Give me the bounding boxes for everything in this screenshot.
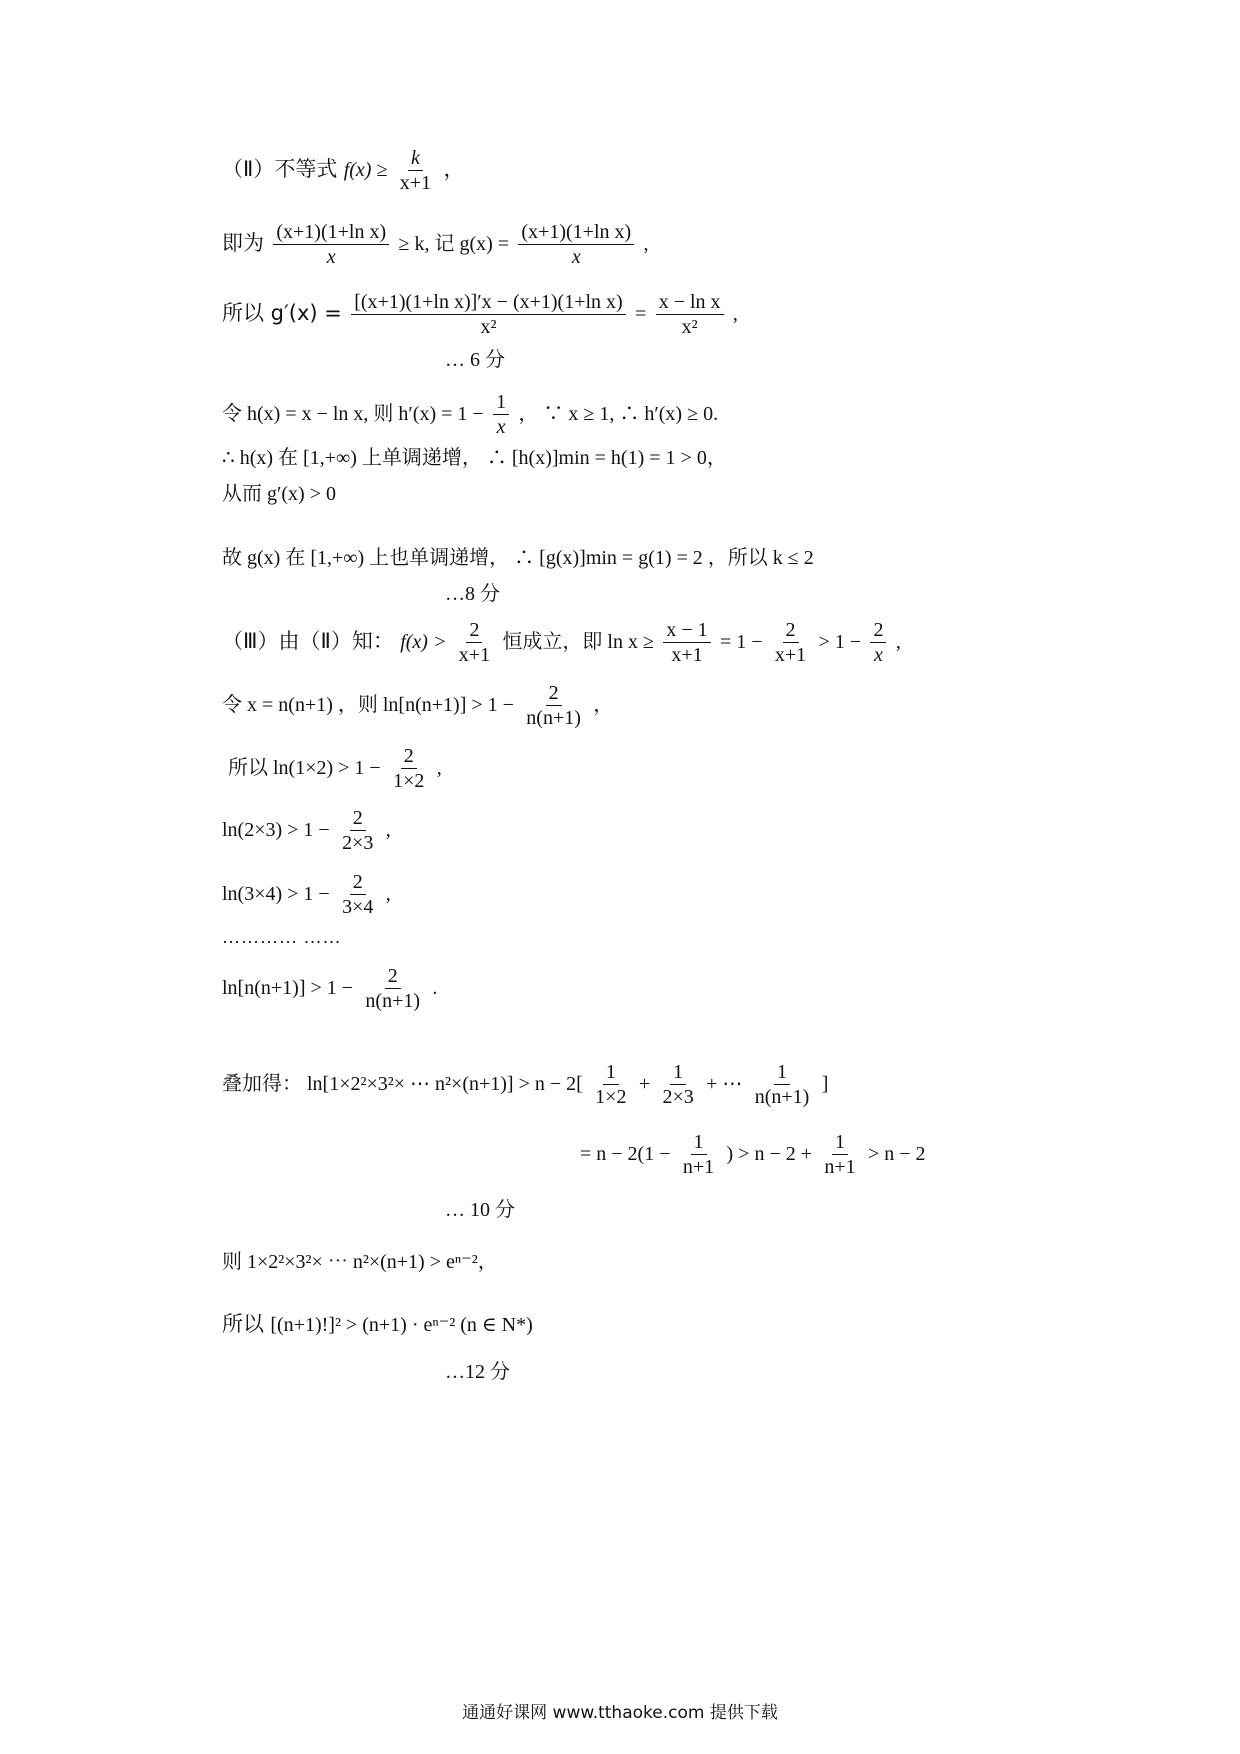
sum2-text-a: = n − 2(1 − xyxy=(580,1143,671,1165)
part-iii-line-3 xyxy=(228,746,442,791)
frac-num: 1 xyxy=(774,1062,790,1085)
final-prefix: 所以 xyxy=(222,1312,264,1336)
frac-den: n+1 xyxy=(824,1156,856,1178)
frac-den: x+1 xyxy=(774,644,807,666)
part-iii-line-5 xyxy=(222,872,391,917)
frac-den: x+1 xyxy=(458,644,491,666)
frac-num: x − 1 xyxy=(663,620,710,643)
part-ii-title: （Ⅱ）不等式 xyxy=(222,157,338,181)
part-iii-line-4 xyxy=(222,808,391,853)
tail: ， xyxy=(593,694,614,716)
text-a: ln[n(n+1)] > 1 − xyxy=(222,977,354,999)
frac-num: 2 xyxy=(385,966,401,989)
fraction-1-over-n xyxy=(752,1062,813,1107)
fraction-k-over-x1 xyxy=(397,148,434,193)
text-a: ln(3×4) > 1 − xyxy=(222,883,330,905)
part-iii-line-1 xyxy=(222,620,901,665)
frac-den: x² xyxy=(480,316,497,338)
sum-text-a: 叠加得： ln[1×2²×3²× ⋯ n²×(n+1)] > n − 2[ xyxy=(222,1073,583,1095)
frac-den: 3×4 xyxy=(342,896,374,918)
tail: , xyxy=(385,819,391,841)
fraction-1-over-x xyxy=(493,392,509,437)
tail: , xyxy=(895,631,901,653)
part-ii-line-6: ∴ h(x) 在 [1,+∞) 上单调递增， ∴ [h(x)]min = h(1) = 1 > 0， xyxy=(222,447,727,469)
final-inequality: [(n+1)!]² > (n+1) · eⁿ⁻² (n ∈ N*) xyxy=(270,1314,533,1336)
frac-num: 1 xyxy=(691,1132,707,1155)
frac-den: x² xyxy=(681,316,698,338)
sum2-text-b: ) > n − 2 + xyxy=(726,1143,812,1165)
final-line xyxy=(222,1314,533,1335)
fraction-1-over-12 xyxy=(592,1062,629,1107)
tail: . xyxy=(432,977,438,999)
frac-den: x xyxy=(874,644,883,666)
score-6: … 6 分 xyxy=(445,349,505,371)
tail: , xyxy=(732,303,738,325)
fraction-2-over-n-b xyxy=(362,966,423,1011)
frac-den: x xyxy=(496,416,506,438)
frac-den: x+1 xyxy=(399,172,432,194)
fraction-2-over-12 xyxy=(390,746,427,791)
frac-den: 2×3 xyxy=(342,832,374,854)
frac-num: 2 xyxy=(401,746,417,769)
tail: , xyxy=(436,757,442,779)
fraction-x-1 xyxy=(663,620,710,665)
frac-num: 1 xyxy=(603,1062,619,1085)
text-b: f(x) > xyxy=(400,631,447,653)
frac-den: n+1 xyxy=(682,1156,715,1178)
fraction-2-over-23 xyxy=(339,808,376,853)
frac-den: 1×2 xyxy=(595,1086,627,1108)
frac-den: n(n+1) xyxy=(754,1086,810,1108)
frac-num: x − ln x xyxy=(656,292,724,315)
then-line: 则 1×2²×3²× ⋯ n²×(n+1) > eⁿ⁻²， xyxy=(222,1251,498,1273)
frac-num: 1 xyxy=(832,1132,848,1155)
frac-num: [(x+1)(1+ln x)]′x − (x+1)(1+ln x) xyxy=(351,292,626,315)
mid: ≥ k, 记 g(x) = xyxy=(398,233,510,255)
text-a: 所以 ln(1×2) > 1 − xyxy=(228,757,381,779)
fraction-2-over-x1 xyxy=(456,620,493,665)
frac-num: 2 xyxy=(350,872,366,895)
fraction-1-over-n1-b xyxy=(821,1132,858,1177)
score-10: … 10 分 xyxy=(445,1199,515,1221)
part-ii-line-5 xyxy=(222,392,718,437)
frac-num: 1 xyxy=(493,392,509,415)
frac-num: 2 xyxy=(783,620,799,643)
fraction-g-def xyxy=(518,222,634,267)
fraction-derivative xyxy=(351,292,626,337)
plus: + xyxy=(638,1073,651,1095)
comma: ， xyxy=(443,157,465,181)
frac-num: 2 xyxy=(546,683,562,706)
frac-den: 2×3 xyxy=(662,1086,694,1108)
text-a: ln(2×3) > 1 − xyxy=(222,819,330,841)
fraction-1-over-23 xyxy=(659,1062,696,1107)
text-b: ， ∵ x ≥ 1, ∴ h′(x) ≥ 0. xyxy=(518,403,719,425)
sum2-text-c: > n − 2 xyxy=(868,1143,926,1165)
fraction-2-over-x xyxy=(870,620,886,665)
frac-num: 2 xyxy=(466,620,482,643)
fraction-simplified xyxy=(656,292,724,337)
frac-num: k xyxy=(408,148,423,171)
plus-dots: + ⋯ xyxy=(706,1073,743,1095)
prefix: 即为 xyxy=(222,231,264,255)
equals: = xyxy=(635,303,647,325)
sum-line-2 xyxy=(580,1132,926,1177)
text-a: 令 h(x) = x − ln x, 则 h′(x) = 1 − xyxy=(222,403,484,425)
part-ii-line-8: 故 g(x) 在 [1,+∞) 上也单调递增， ∴ [g(x)]min = g(1) = 2 ，所以 k ≤ 2 xyxy=(222,547,814,569)
part-ii-line-3 xyxy=(222,292,738,337)
text-a: 令 x = n(n+1) ，则 ln[n(n+1)] > 1 − xyxy=(222,694,514,716)
part-iii-title: （Ⅲ）由（Ⅱ）知： xyxy=(222,629,394,653)
text-d: = 1 − xyxy=(719,631,763,653)
part-iii-line-2 xyxy=(222,683,613,728)
frac-den: x xyxy=(326,246,336,268)
ellipsis-row: ………… …… xyxy=(222,927,342,947)
score-8: …8 分 xyxy=(445,583,500,605)
footer-credit: 通通好课网 www.tthaoke.com 提供下载 xyxy=(462,1703,778,1723)
tail: , xyxy=(385,883,391,905)
frac-den: 1×2 xyxy=(393,770,425,792)
frac-num: 2 xyxy=(870,620,886,643)
frac-num: (x+1)(1+ln x) xyxy=(273,222,389,245)
frac-num: 2 xyxy=(350,808,366,831)
frac-den: n(n+1) xyxy=(526,707,581,729)
text-c: 恒成立，即 ln x ≥ xyxy=(502,631,654,653)
score-12: …12 分 xyxy=(445,1361,510,1383)
text-e: > 1 − xyxy=(818,631,862,653)
frac-den: x+1 xyxy=(671,644,703,666)
fraction-g xyxy=(273,222,389,267)
prefix: 所以 g′(x) = xyxy=(222,301,342,325)
frac-num: (x+1)(1+ln x) xyxy=(518,222,634,245)
part-ii-line-7: 从而 g′(x) > 0 xyxy=(222,483,336,505)
fraction-2-over-n xyxy=(523,683,584,728)
frac-num: 1 xyxy=(670,1062,686,1085)
f-of-x: f(x) ≥ xyxy=(343,159,388,181)
frac-den: x xyxy=(571,246,581,268)
fraction-2-over-34 xyxy=(339,872,376,917)
tail: , xyxy=(643,233,649,255)
fraction-1-over-n1 xyxy=(680,1132,717,1177)
part-ii-line-1 xyxy=(222,148,464,193)
sum-line xyxy=(222,1062,828,1107)
part-iii-line-7 xyxy=(222,966,437,1011)
frac-den: n(n+1) xyxy=(365,990,421,1012)
fraction-2-over-x1-b xyxy=(772,620,809,665)
close-bracket: ] xyxy=(821,1073,829,1095)
part-ii-line-2 xyxy=(222,222,649,267)
